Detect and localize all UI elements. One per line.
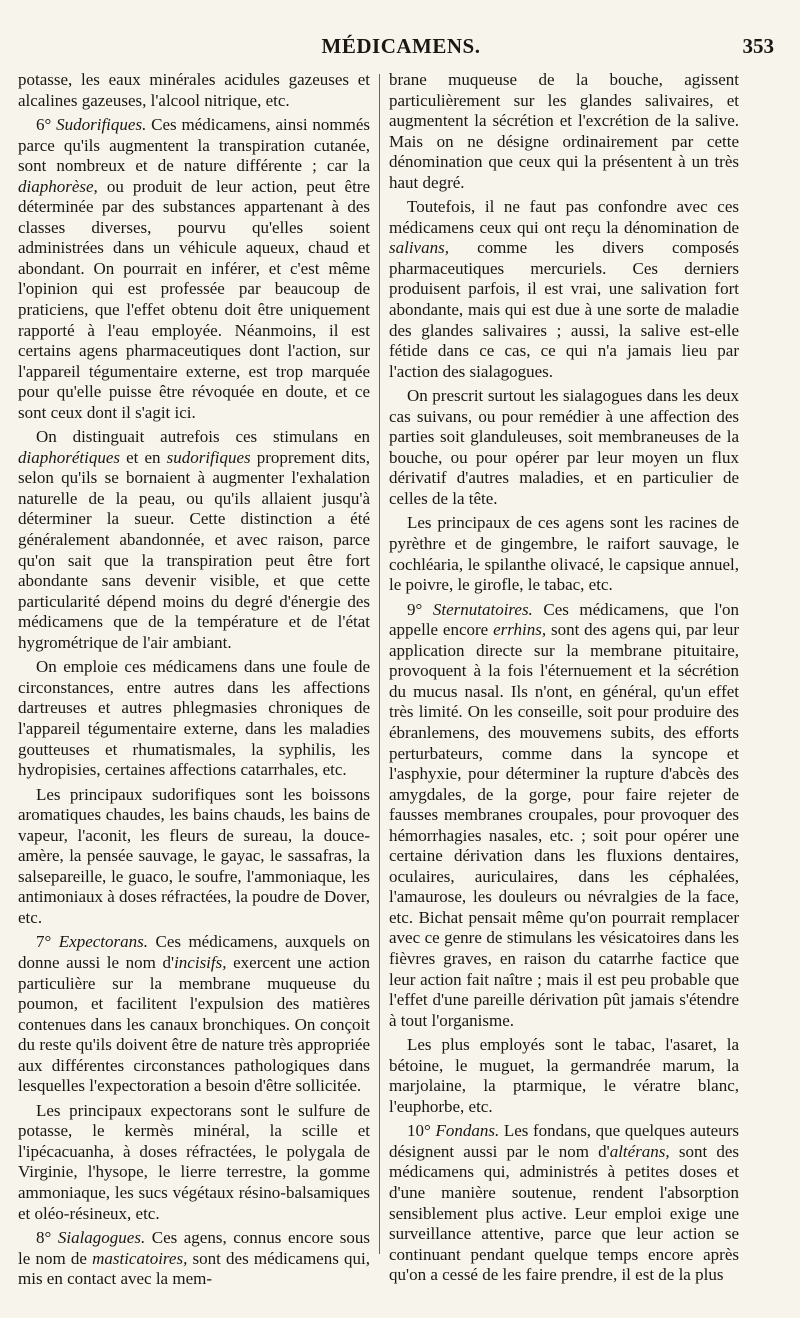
paragraph: potasse, les eaux minérales acidules gazeuses et alcalines gazeuses, l'alcool nitrique, etc. — [18, 70, 370, 110]
paragraph: Les principaux expectorans sont le sulfure de potasse, le kermès minéral, la scille et l'ipécacuanha, à doses réfractées, le polygala de Virginie, l'hysope, le lierre terrestre, la gomme ammoniaque, les sucs végétaux résino-balsamiques et oléo-résineux, etc. — [18, 1100, 370, 1223]
section-sialagogues: 8° Sialagogues. Ces agens, connus encore sous le nom de masticatoires, sont des médicamens qui, mis en contact avec la mem- — [18, 1228, 370, 1289]
section-term: Fondans. — [435, 1121, 500, 1141]
paragraph: On prescrit surtout les sialagogues dans les deux cas suivans, ou pour remédier à une affection des parties soit glanduleuses, soit membraneuses de la bouche, ou pour opérer par leur moyen un flux dérivatif d'autres maladies, et en particulier de celles de la tête. — [389, 386, 739, 508]
column-rule — [379, 74, 380, 1254]
paragraph: Les plus employés sont le tabac, l'asaret, la bétoine, le muguet, la germandrée marum, la marjolaine, la ptarmique, le vératre blanc, l'euphorbe, etc. — [389, 1035, 739, 1116]
section-sudorifiques: 6° Sudorifiques. Ces médicamens, ainsi nommés parce qu'ils augmentent la transpiration cutanée, sont nombreux et de nature différente ; car la diaphorèse, ou produit de leur action, peut être déterminée par des substances appartenant à des classes diverses, pourvu qu'elles soient administrées dans un véhicule aqueux, chaud et abondant. On pourrait en inférer, et c'est même l'opinion qui est professée par beaucoup de praticiens, que l'effet obtenu doit être uniquement rapporté à l'eau employée. Néanmoins, il est certains agens pharmaceutiques dont l'action, sur l'appareil tégumentaire externe, est trop marquée pour qu'elle puisse être révoquée en doute, et ce sont ceux dont il s'agit ici. — [18, 115, 371, 422]
paragraph: On emploie ces médicamens dans une foule de circonstances, entre autres dans les affections dartreuses et autres phlegmasies chroniques de l'appareil tégumentaire externe, dans les maladies goutteuses et rhumatismales, la syphilis, les hydropisies, certaines affections catarrhales, etc. — [18, 657, 370, 780]
section-term: Sialagogues. — [57, 1228, 146, 1248]
running-head — [28, 34, 774, 66]
paragraph: Les principaux de ces agens sont les racines de pyrèthre et de gingembre, le raifort sauvage, le cochléaria, le spilanthe olivacé, le capsique annuel, le poivre, le girofle, le tabac, etc. — [389, 513, 739, 595]
paragraph: Toutefois, il ne faut pas confondre avec ces médicamens ceux qui ont reçu la dénomination de salivans, comme les divers composés pharmaceutiques mercuriels. Ces derniers produisent parfois, il est vrai, une salivation fort abondante, mais qui est due à une sorte de maladie des glandes salivaires ; aussi, la salive est-elle fétide dans ce cas, ce qui n'a jamais lieu par l'action des sialagogues. — [389, 197, 739, 381]
running-title: MÉDICAMENS. — [321, 34, 481, 58]
section-term: Sternutatoires. — [432, 599, 533, 619]
paragraph: Les principaux sudorifiques sont les boissons aromatiques chaudes, les bains chauds, les bains de vapeur, l'aconit, les fleurs de sureau, la douce-amère, la pensée sauvage, le gayac, le sassafras, la salsepareille, le guaco, le soufre, l'ammoniaque, les antimoniaux à doses réfractées, la poudre de Dover, etc. — [18, 784, 370, 927]
section-expectorans: 7° Expectorans. Ces médicamens, auxquels on donne aussi le nom d'incisifs, exercent une action particulière sur la membrane muqueuse du poumon, et facilitent l'expulsion des matières contenues dans les canaux bronchiques. On conçoit du reste qu'ils doivent être de nature très appropriée aux différentes circonstances pathologiques dans lesquelles l'expectoration a besoin d'être sollicitée. — [18, 932, 371, 1096]
right-column — [389, 70, 739, 1290]
paragraph: On distinguait autrefois ces stimulans en diaphorétiques et en sudorifiques proprement dits, selon qu'ils se bornaient à augmenter l'exhalation naturelle de la peau, ou qu'ils allaient jusqu'à déterminer la sueur. Cette distinction a été généralement abandonnée, et avec raison, parce qu'on sait que la transpiration peut être fort abondante sans devenir visible, et que cette particularité dépend moins du degré d'énergie des médicamens que de la température et de l'état hygrométrique de l'air ambiant. — [18, 427, 371, 652]
paragraph: brane muqueuse de la bouche, agissent particulièrement sur les glandes salivaires, et augmentent la sécrétion et l'excrétion de la salive. Mais on ne désigne ordinairement par cette dénomination que ceux qui la présentent à un très haut degré. — [389, 70, 739, 192]
page-number: 353 — [742, 34, 774, 58]
section-term: Expectorans. — [58, 932, 149, 952]
section-sternutatoires: 9° Sternutatoires. Ces médicamens, que l'on appelle encore errhins, sont des agens qui, par leur application directe sur la membrane pituitaire, provoquent à la fois l'éternuement et la sécrétion du mucus nasal. Ils n'ont, en général, qu'un effet très limité. On les conseille, soit pour produire des ébranlemens, des mouvemens subits, des efforts perturbateurs, comme dans la syncope et l'asphyxie, pour déterminer la rupture d'abcès des amygdales, de la gorge, pour faire rejeter de fausses membranes croupales, pour provoquer des hémorrhagies nasales, etc. ; soit pour opérer une certaine dérivation dans les fluxions dentaires, oculaires, auriculaires, dans les céphalées, l'amaurose, les douleurs ou névralgies de la face, etc. Bichat pensait même qu'on pourrait remplacer avec ce genre de stimulans les vésicatoires dans les fièvres graves, en raison du catarrhe factice que leur action fait naître ; mais il est peu probable que l'effet d'une pareille dérivation pût jamais s'étendre à tout l'organisme. — [389, 599, 740, 1030]
section-fondans: 10° Fondans. Les fondans, que quelques auteurs désignent aussi par le nom d'altérans, sont des médicamens qui, administrés à petites doses et d'une manière soutenue, rendent l'absorption sensiblement plus active. Leur emploi exige une surveillance attentive, parce que leur action se continuant pendant quelque temps encore après qu'on a cessé de les faire prendre, il est de la plus — [389, 1121, 739, 1285]
left-column — [18, 70, 370, 1294]
section-term: Sudorifiques. — [56, 115, 147, 135]
